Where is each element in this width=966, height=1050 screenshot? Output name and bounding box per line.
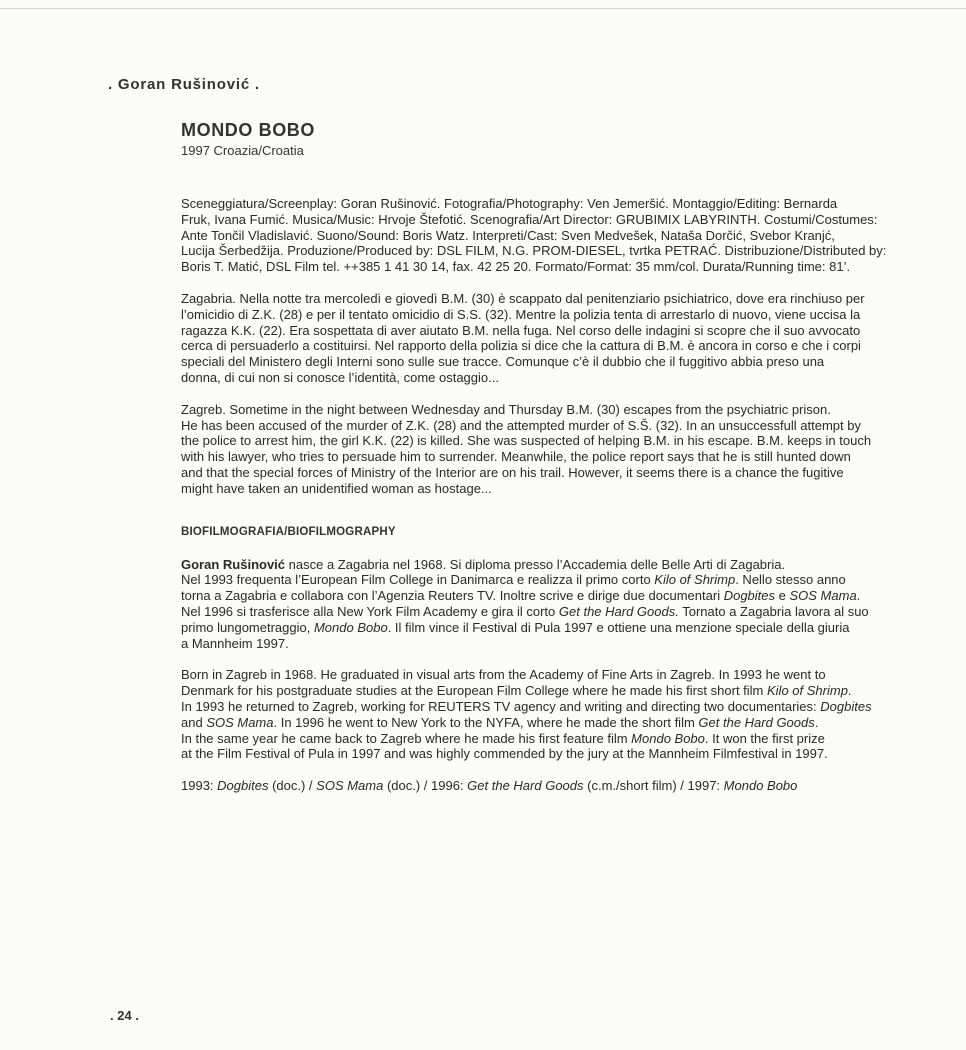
top-rule	[0, 8, 966, 9]
credits-block	[181, 196, 893, 275]
synopsis-en-line: with his lawyer, who tries to persuade him to surrender. Meanwhile, the police report says that he is still hunted down	[181, 449, 851, 465]
bio-en-line	[181, 731, 893, 747]
bio-text: . It won the first prize	[704, 730, 825, 746]
bio-text: .	[814, 714, 819, 730]
film-title-mention: Kilo of Shrimp	[767, 683, 848, 699]
biofilmography-heading: BIOFILMOGRAFIA/BIOFILMOGRAPHY	[181, 525, 396, 538]
bio-text: Tornato a Zagabria lavora al suo	[678, 603, 869, 619]
bio-en-line	[181, 683, 893, 699]
film-year-country: 1997 Croazia/Croatia	[181, 143, 304, 158]
credits-line: Fruk, Ivana Fumić. Musica/Music: Hrvoje Štefotić. Scenografia/Art Director: GRUBIMIX LABYRINTH. Costumi/Costumes:	[181, 211, 878, 227]
film-title-mention: Mondo Bobo	[313, 619, 388, 635]
film-title-mention: SOS Mama	[206, 714, 274, 730]
credits-line: Ante Tončil Vladislavić. Suono/Sound: Boris Watz. Interpreti/Cast: Sven Medvešek, Nataša Dorčić, Svebor Kranjć,	[181, 227, 835, 243]
synopsis-en-line: the police to arrest him, the girl K.K. (22) is killed. She was suspected of helping B.M. in his escape. B.M. keeps in touch	[181, 433, 872, 449]
bio-text: e	[775, 588, 790, 604]
bio-it-line	[181, 588, 893, 604]
bio-text: nasce a Zagabria nel 1968. Si diploma presso l’Accademia delle Belle Arti di Zagabria.	[285, 556, 786, 572]
filmography-title: Dogbites	[217, 778, 269, 794]
filmography-note: (doc.) / 1996:	[383, 778, 468, 794]
synopsis-it-line: l’omicidio di Z.K. (28) e per il tentato omicidio di S.S. (32). Mentre la polizia tenta di arrestarlo di nuovo, viene uccisa la	[181, 306, 861, 322]
film-title-mention: Kilo of Shrimp	[654, 572, 736, 588]
bio-en-line	[181, 715, 893, 731]
bio-text: Nel 1993 frequenta l’European Film College in Danimarca e realizza il primo corto	[181, 572, 655, 588]
synopsis-italian	[181, 291, 893, 386]
bio-text: In 1993 he returned to Zagreb, working for REUTERS TV agency and writing and directing two documentaries:	[181, 698, 821, 714]
synopsis-en-line: Zagreb. Sometime in the night between Wednesday and Thursday B.M. (30) escapes from the psychiatric prison.	[181, 401, 831, 417]
credits-line: Sceneggiatura/Screenplay: Goran Rušinović. Fotografia/Photography: Ven Jemeršić. Montaggio/Editing: Bernarda	[181, 196, 838, 211]
synopsis-english	[181, 402, 893, 497]
bio-text: .	[847, 683, 852, 699]
bio-en-line	[181, 699, 893, 715]
film-title-mention: Dogbites	[723, 588, 776, 604]
bio-it-line	[181, 557, 893, 573]
synopsis-en-line: might have taken an unidentified woman as hostage...	[181, 480, 492, 496]
bio-text: torna a Zagabria e collabora con l’Agenzia Reuters TV. Inoltre scrive e dirige due documentari	[181, 588, 724, 604]
film-title-mention: Get the Hard Goods	[698, 714, 815, 730]
bio-en-line: Born in Zagreb in 1968. He graduated in visual arts from the Academy of Fine Arts in Zagreb. In 1993 he went to	[181, 667, 826, 683]
filmography-line	[181, 778, 893, 794]
film-title-mention: Get the Hard Goods.	[558, 603, 679, 619]
bio-text: . Nello stesso anno	[735, 572, 846, 588]
synopsis-en-line: and that the special forces of Ministry of the Interior are on his trail. However, it seems there is a chance the fugitive	[181, 464, 844, 480]
bio-it-line	[181, 572, 893, 588]
filmography-note: (doc.) /	[268, 778, 317, 794]
filmography-title: Get the Hard Goods	[467, 778, 584, 794]
synopsis-it-line: ragazza K.K. (22). Era sospettata di aver aiutato B.M. nella fuga. Nel corso delle indagini si scopre che il suo avvocato	[181, 322, 861, 338]
bio-it-line	[181, 620, 893, 636]
biography-english	[181, 667, 893, 762]
synopsis-it-line: speciali del Ministero degli Interni sono sulle sue tracce. Comunque c’è il dubbio che il fuggitivo abbia preso una	[181, 354, 825, 370]
bio-text: primo lungometraggio,	[181, 619, 314, 635]
bio-text: . Il film vince il Festival di Pula 1997 e ottiene una menzione speciale della giuria	[387, 619, 850, 635]
film-title-mention: Mondo Bobo	[631, 730, 705, 746]
bio-en-line: at the Film Festival of Pula in 1997 and was highly commended by the jury at the Mannheim Filmfestival in 1997.	[181, 746, 828, 762]
film-title-mention: Dogbites	[820, 698, 872, 714]
bio-text: Nel 1996 si trasferisce alla New York Film Academy e gira il corto	[181, 603, 559, 619]
credits-line: Boris T. Matić, DSL Film tel. ++385 1 41 30 14, fax. 42 25 20. Formato/Format: 35 mm/col. Durata/Running time: 81’.	[181, 259, 851, 275]
biography-italian	[181, 557, 893, 652]
credits-line: Lucija Šerbedžija. Produzione/Produced by: DSL FILM, N.G. PROM-DIESEL, tvrtka PETRAĆ. Distribuzione/Distributed by:	[181, 243, 887, 259]
synopsis-it-line: Zagabria. Nella notte tra mercoledì e giovedì B.M. (30) è scappato dal penitenziario psichiatrico, dove era rinchiuso per	[181, 290, 865, 306]
synopsis-en-line: He has been accused of the murder of Z.K. (28) and the attempted murder of S.Š. (32). In an unsuccessfull attempt by	[181, 417, 861, 433]
synopsis-it-line: donna, di cui non si conosce l’identità, come ostaggio...	[181, 369, 499, 385]
film-title-mention: SOS Mama	[789, 588, 857, 604]
page-number: . 24 .	[110, 1008, 139, 1023]
filmography-list	[181, 778, 893, 794]
main-content	[181, 118, 893, 794]
synopsis-it-line: cerca di persuaderlo a costituirsi. Nel rapporto della polizia si dice che la cattura di B.M. è ancora in corso e che i corpi	[181, 338, 861, 354]
film-title: MONDO BOBO	[181, 120, 315, 140]
filmography-year: 1993:	[181, 778, 218, 794]
filmography-note: (c.m./short film) / 1997:	[583, 778, 724, 794]
bio-text: and	[181, 714, 207, 730]
director-name-header: . Goran Rušinović .	[108, 76, 260, 93]
bio-text: .	[856, 588, 861, 604]
filmography-title: SOS Mama	[316, 778, 384, 794]
bio-it-line: a Mannheim 1997.	[181, 635, 289, 651]
bio-it-line	[181, 604, 893, 620]
bio-text: Denmark for his postgraduate studies at the European Film College where he made his first short film	[181, 683, 767, 699]
bio-text: . In 1996 he went to New York to the NYFA, where he made the short film	[273, 714, 699, 730]
filmography-title: Mondo Bobo	[723, 778, 798, 794]
director-name: Goran Rušinović	[181, 556, 286, 572]
bio-text: In the same year he came back to Zagreb where he made his first feature film	[181, 730, 632, 746]
